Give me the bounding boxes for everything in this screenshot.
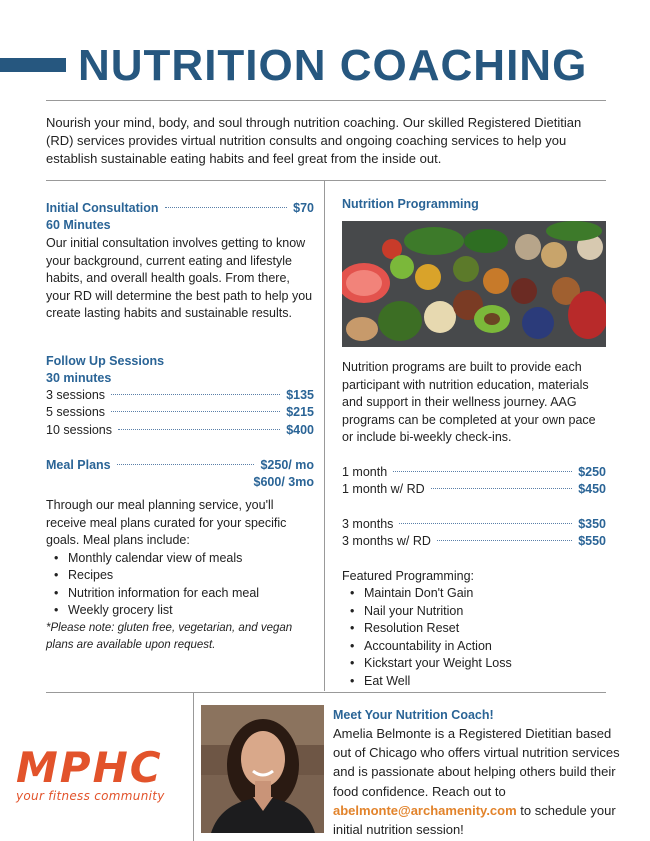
meal-plans-price-3mo: $600/ 3mo (253, 475, 314, 489)
list-item: • Accountability in Action (348, 638, 606, 656)
leader-dots (431, 488, 573, 489)
coach-bio (333, 724, 623, 839)
price-row-price: $135 (286, 387, 314, 402)
leader-dots (111, 394, 280, 395)
list-item: • Monthly calendar view of meals (52, 550, 314, 568)
price-row (46, 422, 314, 440)
price-row (342, 533, 606, 551)
programming-title: Nutrition Programming (342, 197, 479, 211)
title-accent-bar (0, 58, 66, 72)
coach-portrait (201, 705, 324, 833)
list-item: • Eat Well (348, 673, 606, 691)
list-item: • Nail your Nutrition (348, 603, 606, 621)
list-item: • Maintain Don't Gain (348, 585, 606, 603)
follow-up-price-list (46, 387, 314, 440)
price-row-price: $250 (578, 464, 606, 479)
leader-dots (165, 207, 288, 208)
price-row-price: $215 (286, 405, 314, 419)
meal-plans-description: Through our meal planning service, you'll receive meal plans curated for your specific goals. Meal plans include: (46, 498, 287, 547)
price-row (342, 481, 606, 499)
featured-programming-list (348, 585, 606, 691)
list-item: • Recipes (52, 567, 314, 585)
follow-up-duration: 30 minutes (46, 370, 112, 385)
price-row-label: 10 sessions (46, 422, 113, 437)
coach-portrait-illustration (201, 705, 324, 833)
price-row (46, 404, 314, 422)
healthy-food-photo (342, 221, 606, 347)
mphc-logo (16, 743, 188, 803)
meal-plans-list (52, 550, 314, 620)
price-row-label: 3 months (342, 516, 394, 531)
leader-dots (118, 429, 280, 430)
initial-consultation-row (46, 200, 314, 217)
programming-column (342, 196, 606, 691)
price-row-label: 3 months w/ RD (342, 534, 431, 548)
programming-price-list-2 (342, 516, 606, 551)
list-item: • Resolution Reset (348, 620, 606, 638)
initial-consultation-title: Initial Consultation (46, 201, 159, 215)
coach-bio-text: Amelia Belmonte is a Registered Dietitian based out of Chicago who offers virtual nutrition services and is passionate about helping others build their food confidence. Reach out to (333, 726, 620, 799)
coach-bio-closing: to schedule your initial nutrition session! (333, 802, 616, 838)
logo-wordmark: MPHC (16, 743, 163, 792)
price-row (342, 464, 606, 482)
follow-up-title: Follow Up Sessions (46, 353, 165, 368)
meal-plans-price-monthly: $250/ mo (260, 458, 314, 472)
meal-plans-title: Meal Plans (46, 458, 111, 472)
price-row-label: 1 month w/ RD (342, 482, 425, 496)
coach-section (333, 706, 623, 839)
intro-paragraph: Nourish your mind, body, and soul through nutrition coaching. Our skilled Registered Dietitian (RD) services provides virtual nutrition consults and ongoing coaching services to help you establish sustainable eating habits and feel great from the inside out. (46, 115, 582, 166)
page-title: NUTRITION COACHING (78, 41, 588, 90)
divider (46, 180, 606, 181)
meal-plans-row (46, 457, 314, 474)
leader-dots (393, 471, 572, 472)
price-row-label: 3 sessions (46, 387, 106, 402)
price-row-price: $400 (286, 422, 314, 437)
leader-dots (437, 540, 572, 541)
list-item: • Weekly grocery list (52, 602, 314, 620)
meal-plans-note: *Please note: gluten free, vegetarian, and vegan plans are available upon request. (46, 621, 293, 651)
list-item: • Kickstart your Weight Loss (348, 655, 606, 673)
coach-title: Meet Your Nutrition Coach! (333, 708, 494, 722)
leader-dots (117, 464, 255, 465)
initial-consultation-duration: 60 Minutes (46, 218, 111, 232)
price-row-price: $550 (578, 534, 606, 548)
food-illustration (342, 221, 606, 347)
programming-description: Nutrition programs are built to provide each participant with nutrition education, materials and support in their wellness journey. AAG programs can be completed at your own pace or include bi-weekly check-ins. (342, 360, 596, 444)
leader-dots (399, 523, 572, 524)
column-divider (324, 181, 325, 691)
divider (46, 692, 606, 693)
leader-dots (111, 411, 280, 412)
logo-tagline: your fitness community (16, 789, 165, 803)
price-row (342, 516, 606, 534)
services-column (46, 200, 314, 654)
featured-programming-title: Featured Programming: (342, 568, 475, 583)
price-row-price: $450 (578, 482, 606, 496)
list-item: • Nutrition information for each meal (52, 585, 314, 603)
price-row-price: $350 (578, 516, 606, 531)
divider (46, 100, 606, 101)
price-row-label: 5 sessions (46, 405, 106, 419)
initial-consultation-price: $70 (293, 201, 314, 215)
programming-price-list-1 (342, 464, 606, 499)
footer-divider (193, 693, 194, 841)
coach-email-link[interactable]: abelmonte@archamenity.com (333, 802, 517, 818)
price-row-label: 1 month (342, 464, 388, 479)
price-row (46, 387, 314, 405)
initial-consultation-description: Our initial consultation involves getting to know your background, current eating and lifestyle habits, and overall health goals. From there, your RD will determine the best path to help you create lasting habits and sustainable results. (46, 236, 313, 320)
